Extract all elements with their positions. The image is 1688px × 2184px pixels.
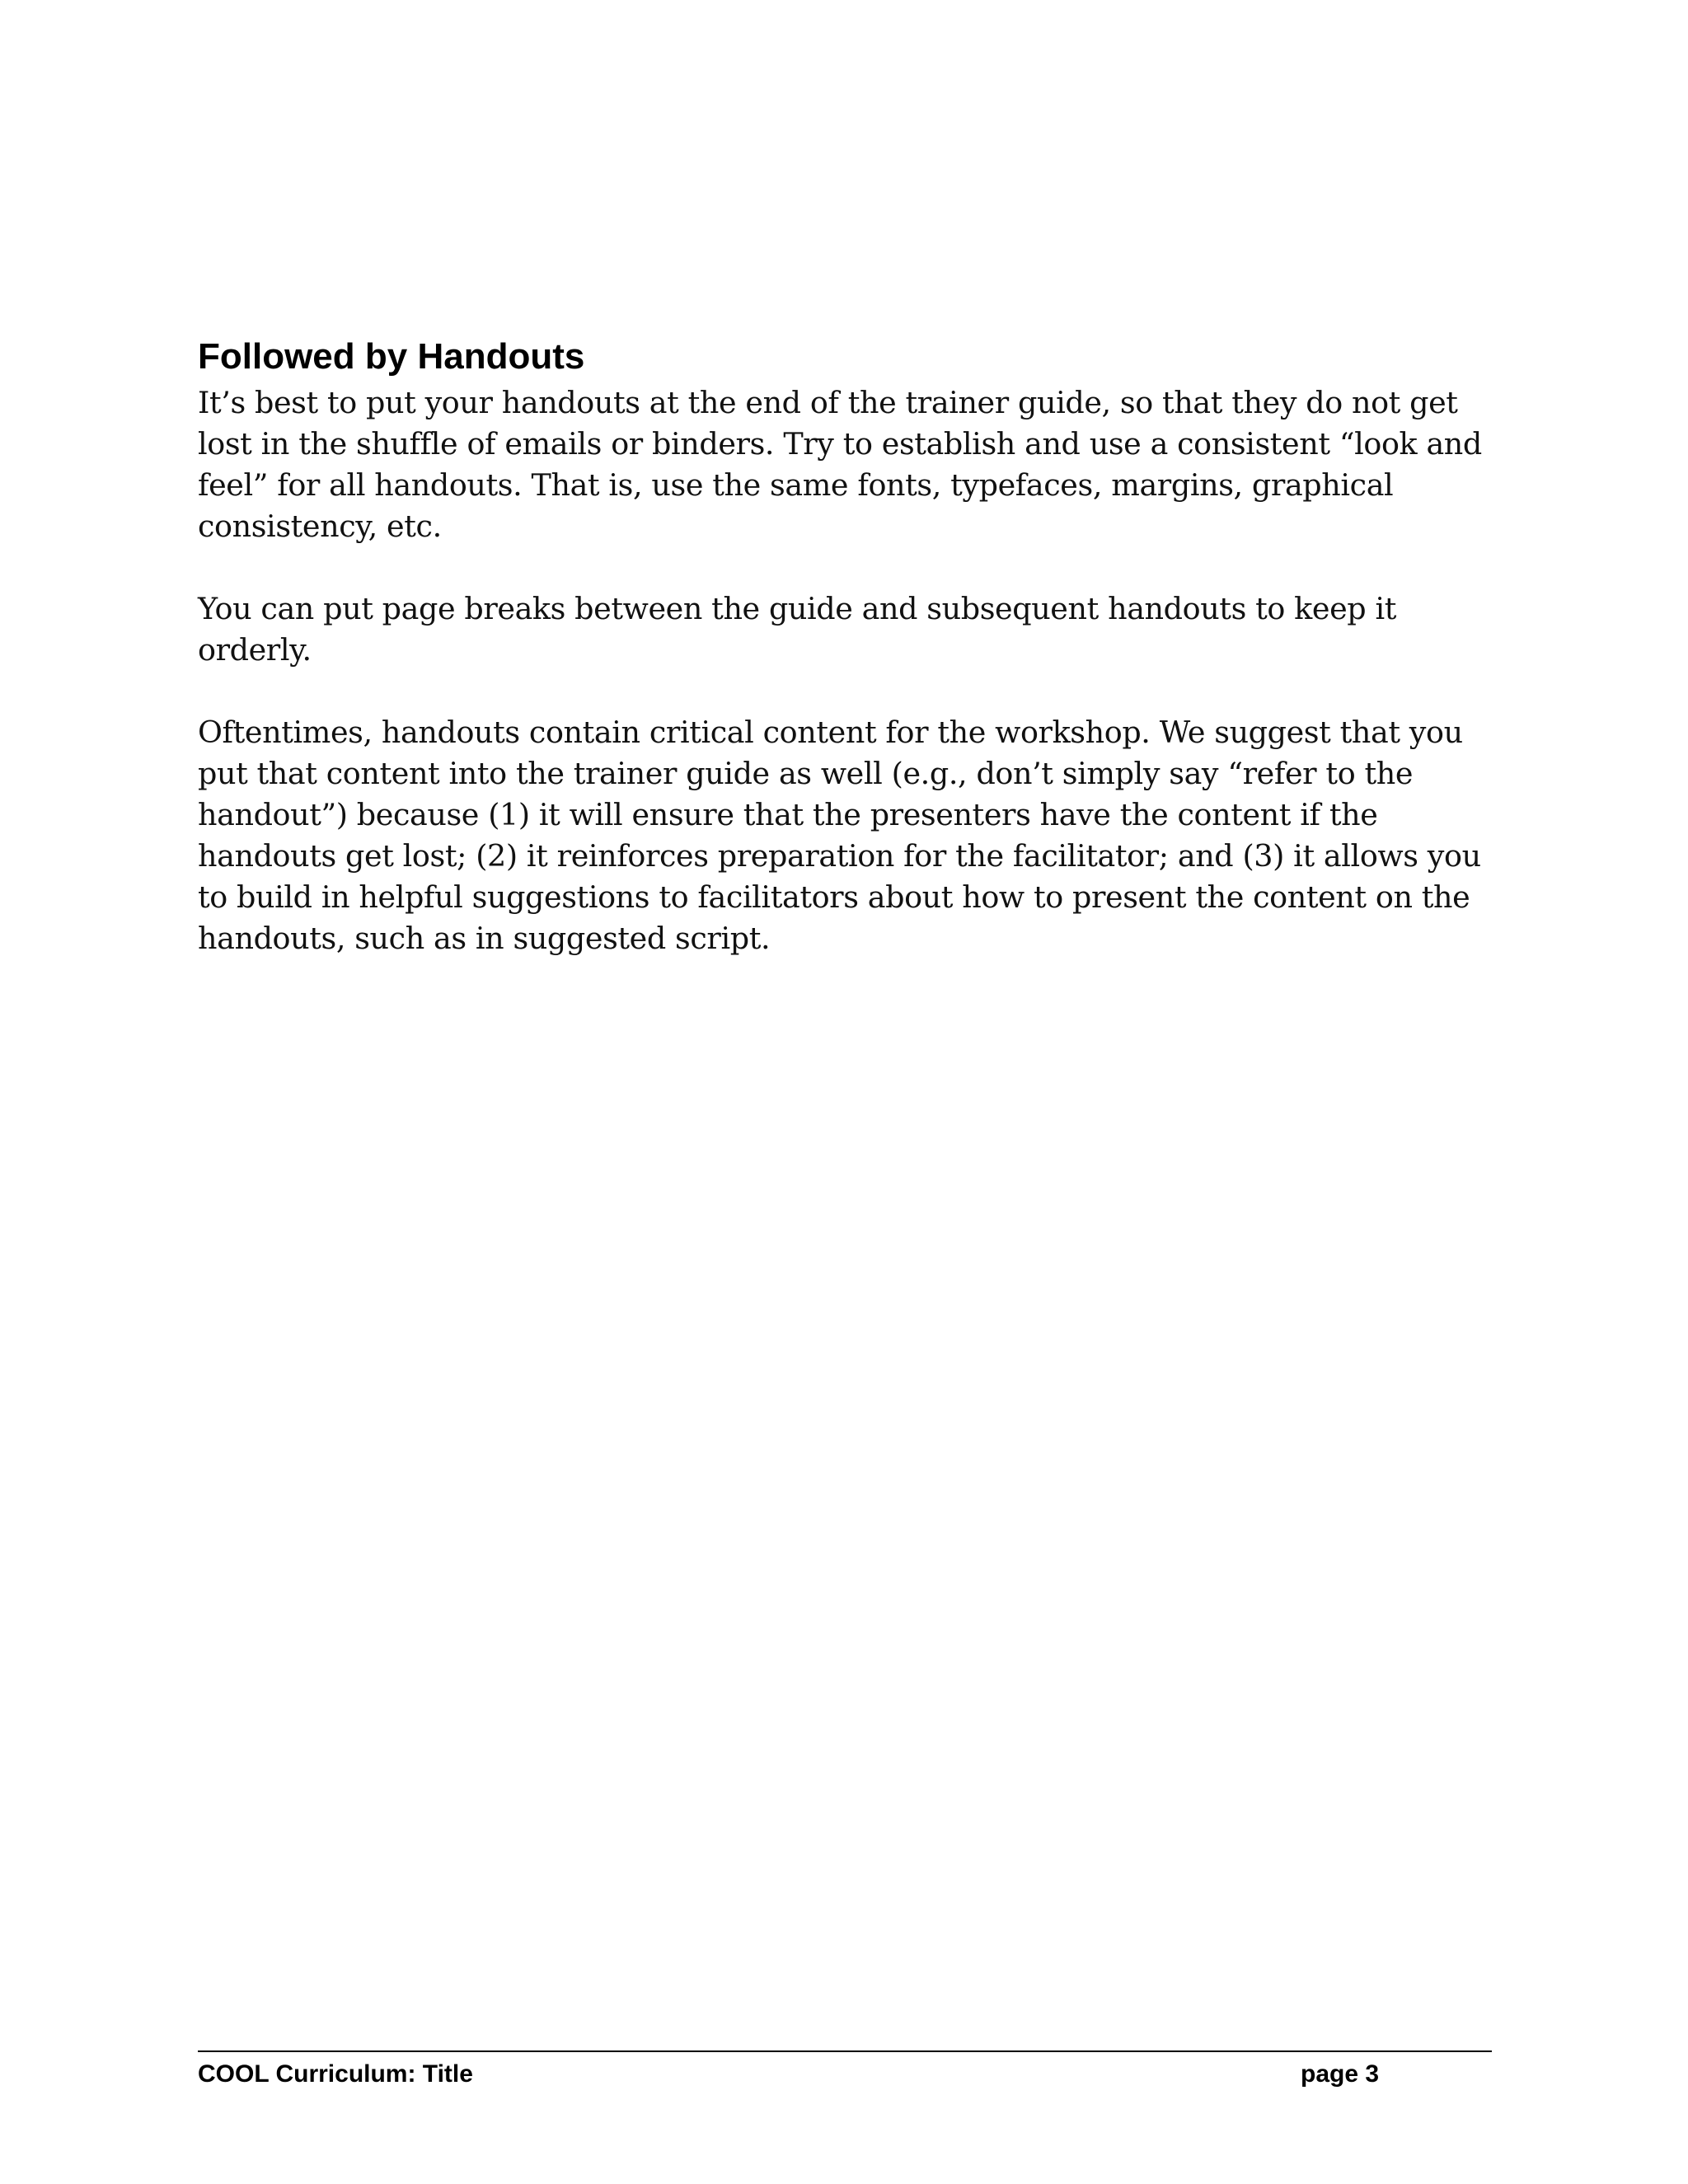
footer-page-number: page 3 — [1301, 2060, 1380, 2088]
footer-title: COOL Curriculum: Title — [198, 2060, 473, 2088]
section-heading: Followed by Handouts — [198, 336, 585, 377]
paragraph-page-breaks: You can put page breaks between the guide and subsequent handouts to keep it orderly. — [198, 591, 1396, 668]
footer-divider — [198, 2050, 1492, 2052]
page-content — [198, 331, 1500, 959]
paragraph-critical-content: Oftentimes, handouts contain critical content for the workshop. We suggest that you put that content into the trainer guide as well (e.g., don’t simply say “refer to the handout”) because (1) it will ensure that the presenters have the content if the handouts get lost; (2) it reinforces preparation for the facilitator; and (3) it allows you to build in helpful suggestions to facilitators about how to present the content on the handouts, such as in suggested script. — [198, 715, 1481, 956]
paragraph-handouts-placement: It’s best to put your handouts at the end of the trainer guide, so that they do not get lost in the shuffle of emails or binders. Try to establish and use a consistent “look and feel” for all handouts. That is, use the same fonts, typefaces, margins, graphical consistency, etc. — [198, 385, 1482, 544]
